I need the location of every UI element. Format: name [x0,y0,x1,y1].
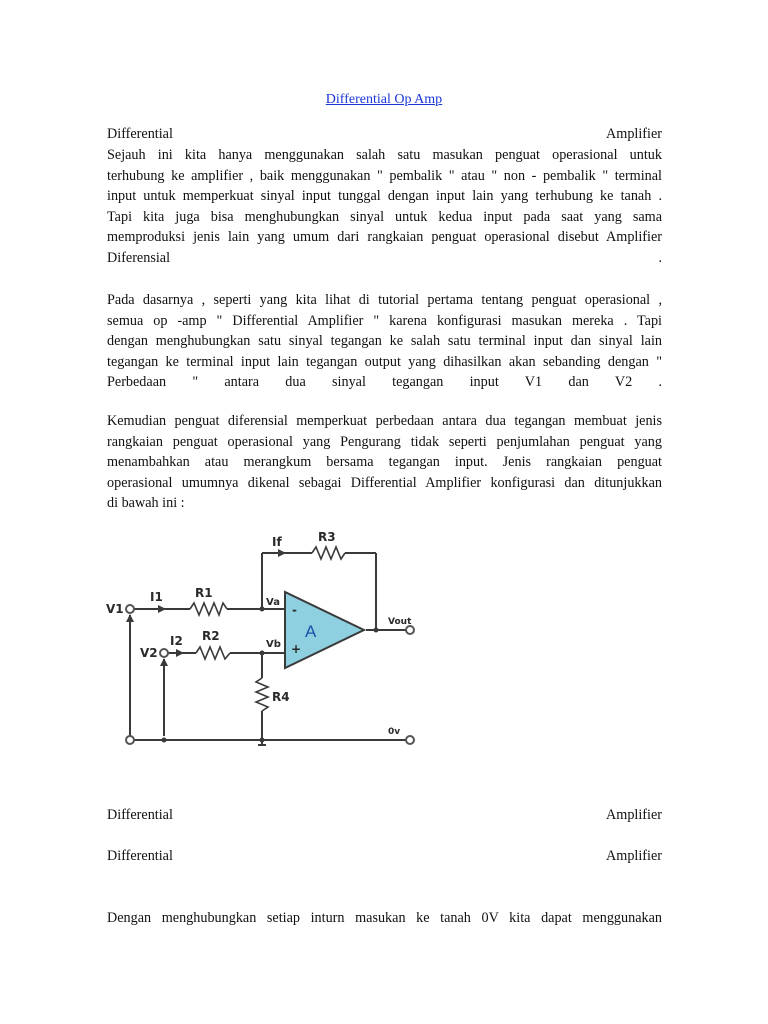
label-i1: I1 [150,590,163,604]
label-vout: Vout [388,617,412,627]
para3-line: Kemudian penguat diferensial memperkuat perbedaan antara dua tegangan membuat jenis [107,413,662,429]
label-r4: R4 [272,690,290,704]
para1-last-left: Diferensial [107,249,171,266]
heading-left: Differential [107,126,173,142]
arrow-icon [160,658,168,666]
paragraph-4 [107,908,662,929]
label-vb: Vb [266,639,281,650]
caption-2-right: Amplifier [606,848,662,864]
caption-row-1 [107,805,662,826]
current-arrow-icon [158,605,166,613]
label-v2: V2 [140,646,158,660]
label-ground: 0v [388,727,401,737]
label-amp: A [305,622,317,641]
differential-amplifier-diagram [100,520,420,760]
para1-line: Sejauh ini kita hanya menggunakan salah satu masukan penguat operasional untuk [107,147,662,163]
para2-line: Perbedaan " antara dua sinyal tegangan input V1 dan V2 . [107,374,662,391]
para4-line: Dengan menghubungkan setiap inturn masukan ke tanah 0V kita dapat menggunakan [107,910,662,926]
current-arrow-icon [176,649,184,657]
paragraph-3 [107,411,662,514]
para1-line: input untuk memperkuat sinyal input tunggal dengan input lain yang terhubung ke tanah . [107,188,662,205]
heading-row [107,124,662,145]
para3-last: di bawah ini : [107,495,185,512]
para2-line: dengan menghubungkan satu sinyal tegangan ke salah satu terminal input dan sinyal lain [107,333,662,350]
label-v1: V1 [106,602,124,616]
label-va: Va [266,597,280,608]
para3-line: operasional umumnya dikenal sebagai Differential Amplifier konfigurasi dan ditunjukkan [107,474,662,491]
title-link[interactable]: Differential Op Amp [325,92,443,107]
para2-line: Pada dasarnya , seperti yang kita lihat di tutorial pertama tentang penguat operasional , [107,292,662,308]
terminals [126,605,414,744]
para1-line: Tapi kita juga bisa menghubungkan sinyal untuk kedua input pada saat yang sama [107,208,662,225]
para1-line: terhubung ke amplifier , baik menggunakan " pembalik " atau " non - pembalik " terminal [107,167,662,184]
label-r1: R1 [195,586,213,600]
label-plus: + [291,642,302,656]
caption-row-2 [107,846,662,867]
label-if: If [272,535,282,549]
paragraph-1 [107,145,662,269]
heading-right: Amplifier [606,126,662,142]
label-r3: R3 [318,530,336,544]
paragraph-2 [107,290,662,393]
caption-1-left: Differential [107,807,173,823]
caption-1-right: Amplifier [606,807,662,823]
para3-line: rangkaian penguat operasional yang Pengurang tidak seperti penjumlahan penguat yang [107,433,662,450]
para2-line: semua op -amp " Differential Amplifier " karena konfigurasi masukan mereka . Tapi [107,312,662,329]
para3-line: menambahkan atau merangkum bersama tegangan input. Jenis rangkaian penguat [107,454,662,471]
page-title [0,92,768,108]
para1-line: memproduksi jenis lain yang umum dari rangkaian penguat operasional disebut Amplifier [107,229,662,246]
circuit-svg [100,520,420,760]
caption-2-left: Differential [107,848,173,864]
label-i2: I2 [170,634,183,648]
para1-last-row [107,248,662,269]
label-r2: R2 [202,629,220,643]
para2-line: tegangan ke terminal input lain tegangan output yang dihasilkan akan sebanding dengan " [107,353,662,370]
arrow-icon [126,614,134,622]
label-minus: - [292,603,297,617]
para1-last-right: . [658,249,662,266]
current-arrow-icon [278,549,286,557]
